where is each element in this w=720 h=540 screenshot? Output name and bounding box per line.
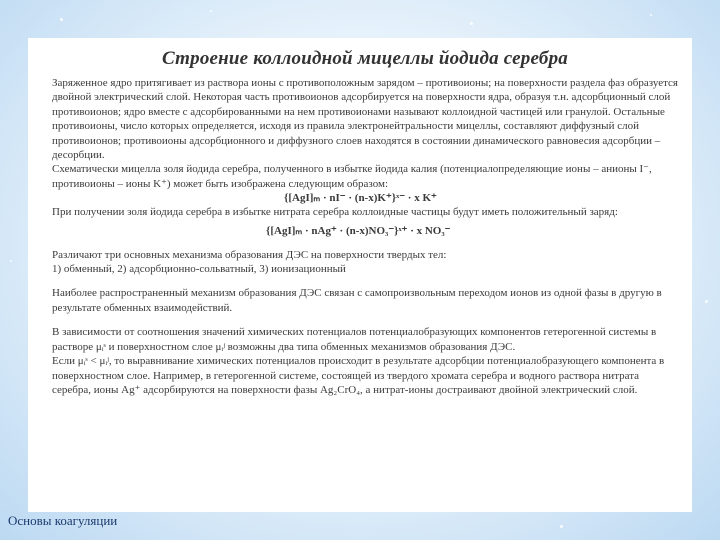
- paragraph-adsorption-example: Если μᵢˢ < μᵢʲ, то выравнивание химических потенциалов происходит в результате адсорбции потенциалобразующего компонента в поверхностном слое. Например, в гетерогенной системе, состоящей из твердого хромата серебра и водного раствора нитрата серебра, ионы Ag⁺ адсорбируются на поверхности фазы Ag₂CrO₄, а нитрат-ионы достраивают двойной электрический слой.: [52, 355, 665, 396]
- sparkle-decoration: [650, 14, 652, 16]
- sparkle-decoration: [210, 10, 212, 12]
- sparkle-decoration: [470, 22, 473, 25]
- paragraph-positive-charge: При получении золя йодида серебра в избытке нитрата серебра коллоидные частицы будут иметь положительный заряд:: [52, 206, 618, 219]
- paragraph-common-mechanism: Наиболее распространенный механизм образования ДЭС связан с самопроизвольным переходом ионов из одной фазы в другую в результате обменных взаимодействий.: [52, 287, 662, 314]
- paragraph-chemical-potentials: В зависимости от соотношения значений химических потенциалов потенциалобразующих компонентов гетерогенной системы в растворе μᵢˢ и поверхностном слое μᵢʲ возможны два типа обменных механизмов образования ДЭС.: [52, 326, 657, 353]
- footer-label: Основы коагуляции: [8, 513, 118, 528]
- document-title: Строение коллоидной мицеллы йодида серебра: [162, 48, 568, 69]
- document-page: [28, 38, 692, 512]
- sparkle-decoration: [560, 525, 563, 528]
- paragraph-electric-double-layer: Заряженное ядро притягивает из раствора ионы с противоположным зарядом – противоионы; на поверхности раздела фаз образуется двойной электрический слой. Некоторая часть противоионов адсорбируется на поверхности ядра, образуя т.н. адсорбционный слой противоионов; ядро вместе с адсорбированными на нем противоионами называют коллоидной частицей или гранулой. Остальные противоионы, число которых определяется, исходя из правила электронейтральности мицеллы, составляют диффузный слой противоионов; противоионы адсорбционного и диффузного слоев находятся в состоянии динамического равновесия адсорбции – десорбции.: [52, 77, 678, 162]
- paragraph-mechanism-list: 1) обменный, 2) адсорбционно-сольватный, 3) ионизационный: [52, 263, 346, 276]
- formula-micelle-agno3: {[AgI]ₘ · nAg⁺ · (n-x)NO₃⁻}ˣ⁺ · x NO₃⁻: [266, 224, 451, 237]
- sparkle-decoration: [60, 18, 63, 21]
- paragraph-micelle-scheme: Схематически мицелла золя йодида серебра, полученного в избытке йодида калия (потенциалопределяющие ионы – анионы I⁻, противоионы – ионы K⁺) может быть изображена следующим образом:: [52, 163, 652, 190]
- sparkle-decoration: [10, 260, 12, 262]
- sparkle-decoration: [705, 300, 708, 303]
- paragraph-three-mechanisms: Различают три основных механизма образования ДЭС на поверхности твердых тел:: [52, 248, 447, 261]
- formula-micelle-ki: {[AgI]ₘ · nI⁻ · (n-x)K⁺}ˣ⁻ · x K⁺: [284, 192, 437, 205]
